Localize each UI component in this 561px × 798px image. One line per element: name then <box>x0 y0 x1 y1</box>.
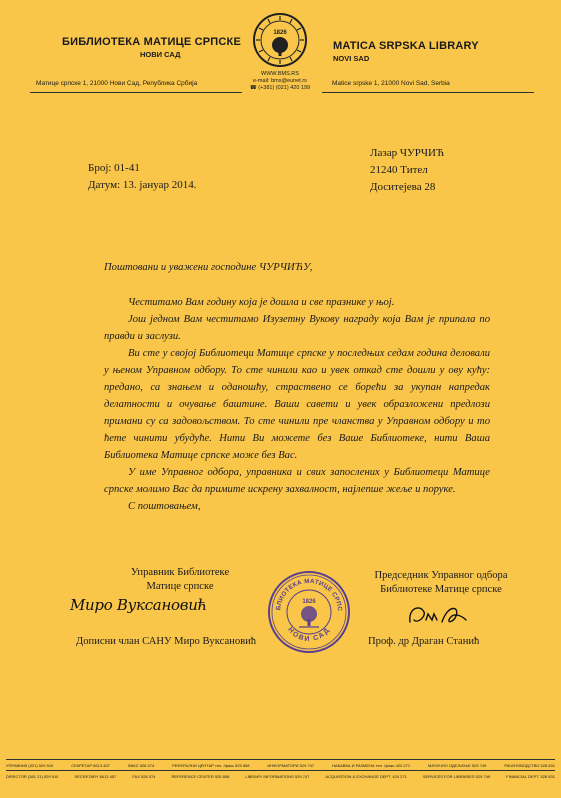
header-contact <box>244 71 316 92</box>
library-logo-icon <box>252 12 308 68</box>
logo-year: 1826 <box>273 30 287 36</box>
stamp-ring-text: БЛИОТЕКА МАТИЦЕ СРПС <box>274 577 344 612</box>
footer-cell: НАБАВКА И РАЗМЕНА тел. /факс 420 271 <box>332 763 411 768</box>
header-phone-number: (+381) (021) 420 199 <box>258 85 311 91</box>
footer-cell: LIBRARY INFORMATIONS 529 747 <box>245 774 310 779</box>
svg-text:НОВИ САД <box>286 626 332 643</box>
footer-cell: РАЧУНОВОДСТВО 528 831 <box>504 763 555 768</box>
paragraph-2: Још једном Вам честитамо Изузетну Вукову награду која Вам је припала по правди и заслузи. <box>104 314 490 342</box>
footer-cell: ИНФОРМАТОРИ 529 747 <box>267 763 315 768</box>
header-right-subtitle: NOVI SAD <box>333 54 370 63</box>
right-signature <box>404 598 470 632</box>
header-phone <box>244 85 316 92</box>
paragraph-4: У име Управног одбора, управника и свих запослених у Библиотеци Матице српске молимо Вас да примите искрену захвалност, најлепше жеље и поруке. <box>104 467 490 495</box>
footer-cell: REFERENCE CENTER 525 858 <box>171 774 230 779</box>
footer-row-2 <box>6 774 555 779</box>
left-title-line2: Матице српске <box>146 581 214 592</box>
right-signatory-name: Проф. др Драган Станић <box>368 636 480 647</box>
left-signatory-name: Дописни члан САНУ Миро Вуксановић <box>76 636 257 647</box>
footer-cell: СЕКРЕТАР 6613 457 <box>71 763 110 768</box>
stamp-year: 1826 <box>302 599 316 605</box>
footer-cell: МАТИЧНО ОДЕЉЕЊЕ 529 749 <box>428 763 487 768</box>
closing: С поштовањем, <box>128 501 201 512</box>
document-date: Датум: 13. јануар 2014. <box>88 179 197 191</box>
header-right-address: Matice srpske 1, 21000 Novi Sad, Serbia <box>332 80 450 87</box>
header-left-title: БИБЛИОТЕКА МАТИЦЕ СРПСКЕ <box>62 36 241 48</box>
header-divider-right <box>322 92 534 93</box>
right-title-line2: Библиотеке Матице српске <box>380 584 502 595</box>
salutation: Поштовани и уважени господине ЧУРЧИЋУ, <box>104 262 313 273</box>
left-title-line1: Управник Библиотеке <box>130 567 230 578</box>
right-title-line1: Председник Управног одбора <box>374 570 508 581</box>
round-stamp <box>267 570 351 654</box>
paragraph-3: Ви сте у својој Библиотеци Матице српске у последњих седам година деловали у њеном Управном одбору. То сте чинили као и увек откад сте дошли у ову кућу: предано, са знањем и оданошћу, страствено се борећи за укупан напредак делатности и очување баштине. Ваши савети и увек образложени предлози примани су са задовољством. То сте чинили пре чланства у Управном одбору и то ћете чинити убудуће. Нити Ви можете без Ваше Библиотеке, нити Ваша Библиотека Матице српске може без Вас. <box>104 348 490 461</box>
letter-body <box>104 294 490 515</box>
recipient-name: Лазар ЧУРЧИЋ <box>370 147 445 159</box>
left-signatory-title <box>80 566 280 594</box>
phone-icon: ☎ <box>249 85 257 91</box>
footer-cell: РЕФЕРАЛНИ ЦЕНТАР тел. /факс 525 858 <box>172 763 250 768</box>
recipient-city: 21240 Тител <box>370 164 428 176</box>
footer-cell: SERVICES FOR LIBRARIES 529 749 <box>422 774 491 779</box>
header-divider-left <box>30 92 242 93</box>
footer-cell: SECRETARY 6613 457 <box>74 774 117 779</box>
header-left-subtitle: НОВИ САД <box>140 50 181 59</box>
header-email: e-mail: bms@eunet.rs <box>253 78 307 84</box>
left-signature: Миро Вуксановић <box>70 596 207 614</box>
footer-cell: DIRECTOR (381 21) 529 910 <box>6 774 59 779</box>
footer-cell: FINANCIAL DEPT. 528 831 <box>506 774 555 779</box>
stamp-city: НОВИ САД <box>286 626 332 644</box>
right-signatory-title <box>346 569 536 597</box>
footer-cell: ACQUISITION & EXCHANGE DEPT. 420 271 <box>325 774 407 779</box>
footer-cell: ФАКС 528 574 <box>127 763 155 768</box>
footer-cell: FAX 528 574 <box>132 774 156 779</box>
header-web: WWW.BMS.RS <box>261 71 299 77</box>
header-right-title: MATICA SRPSKA LIBRARY <box>333 40 479 52</box>
recipient-street: Доситејева 28 <box>370 181 436 193</box>
paragraph-1: Честитамо Вам годину која је дошла и све празнике у њој. <box>128 297 395 308</box>
footer-cell: УПРАВНИК (021) 529 910 <box>6 763 54 768</box>
document-number: Број: 01-41 <box>88 162 140 174</box>
header-left-address: Матице српске 1, 21000 Нови Сад, Република Србија <box>36 80 198 87</box>
footer-row-1 <box>6 763 555 768</box>
footer-divider-mid <box>6 770 555 771</box>
footer-divider-top <box>6 759 555 760</box>
